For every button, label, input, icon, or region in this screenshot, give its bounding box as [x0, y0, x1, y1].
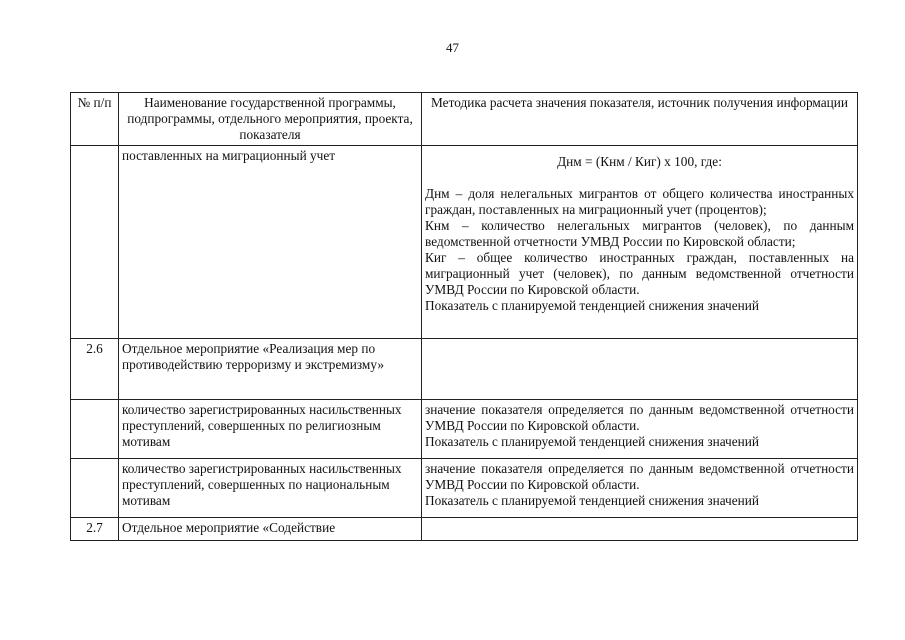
header-number: № п/п: [71, 93, 119, 146]
method-line: Показатель с планируемой тенденцией снижения значений: [425, 434, 759, 449]
row-name: поставленных на миграционный учет: [119, 146, 422, 339]
row-number: [71, 400, 119, 459]
row-method: [422, 518, 858, 541]
table-row: [71, 339, 858, 400]
row-method: [422, 400, 858, 459]
header-name: Наименование государственной программы, подпрограммы, отдельного мероприятия, проекта, показателя: [119, 93, 422, 146]
table-header-row: [71, 93, 858, 146]
row-number: 2.7: [71, 518, 119, 541]
row-number: [71, 459, 119, 518]
method-line: Днм – доля нелегальных мигрантов от общего количества иностранных граждан, поставленных на миграционный учет (процентов);: [425, 186, 854, 217]
row-name: Отдельное мероприятие «Реализация мер по противодействию терроризму и экстремизму»: [119, 339, 422, 400]
row-name: Отдельное мероприятие «Содействие: [119, 518, 422, 541]
row-method: [422, 459, 858, 518]
page-number: 47: [446, 40, 459, 55]
table-row: [71, 459, 858, 518]
formula: Днм = (Кнм / Киг) х 100, где:: [557, 154, 722, 169]
method-line: значение показателя определяется по данным ведомственной отчетности УМВД России по Кировской области.: [425, 461, 854, 492]
indicator-table: [70, 92, 858, 541]
header-method: Методика расчета значения показателя, источник получения информации: [422, 93, 858, 146]
table-row: [71, 518, 858, 541]
row-number: [71, 146, 119, 339]
method-line: Кнм – количество нелегальных мигрантов (человек), по данным ведомственной отчетности УМВД России по Кировской области;: [425, 218, 854, 249]
row-number: 2.6: [71, 339, 119, 400]
method-line: Показатель с планируемой тенденцией снижения значений: [425, 493, 759, 508]
table-row: [71, 400, 858, 459]
method-line: значение показателя определяется по данным ведомственной отчетности УМВД России по Кировской области.: [425, 402, 854, 433]
row-name: количество зарегистрированных насильственных преступлений, совершенных по религиозным мотивам: [119, 400, 422, 459]
table-row: [71, 146, 858, 339]
row-name: количество зарегистрированных насильственных преступлений, совершенных по национальным мотивам: [119, 459, 422, 518]
row-method: [422, 146, 858, 339]
method-line: Киг – общее количество иностранных граждан, поставленных на миграционный учет (человек), по данным ведомственной отчетности УМВД России по Кировской области.: [425, 250, 854, 297]
row-method: [422, 339, 858, 400]
method-line: Показатель с планируемой тенденцией снижения значений: [425, 298, 759, 313]
